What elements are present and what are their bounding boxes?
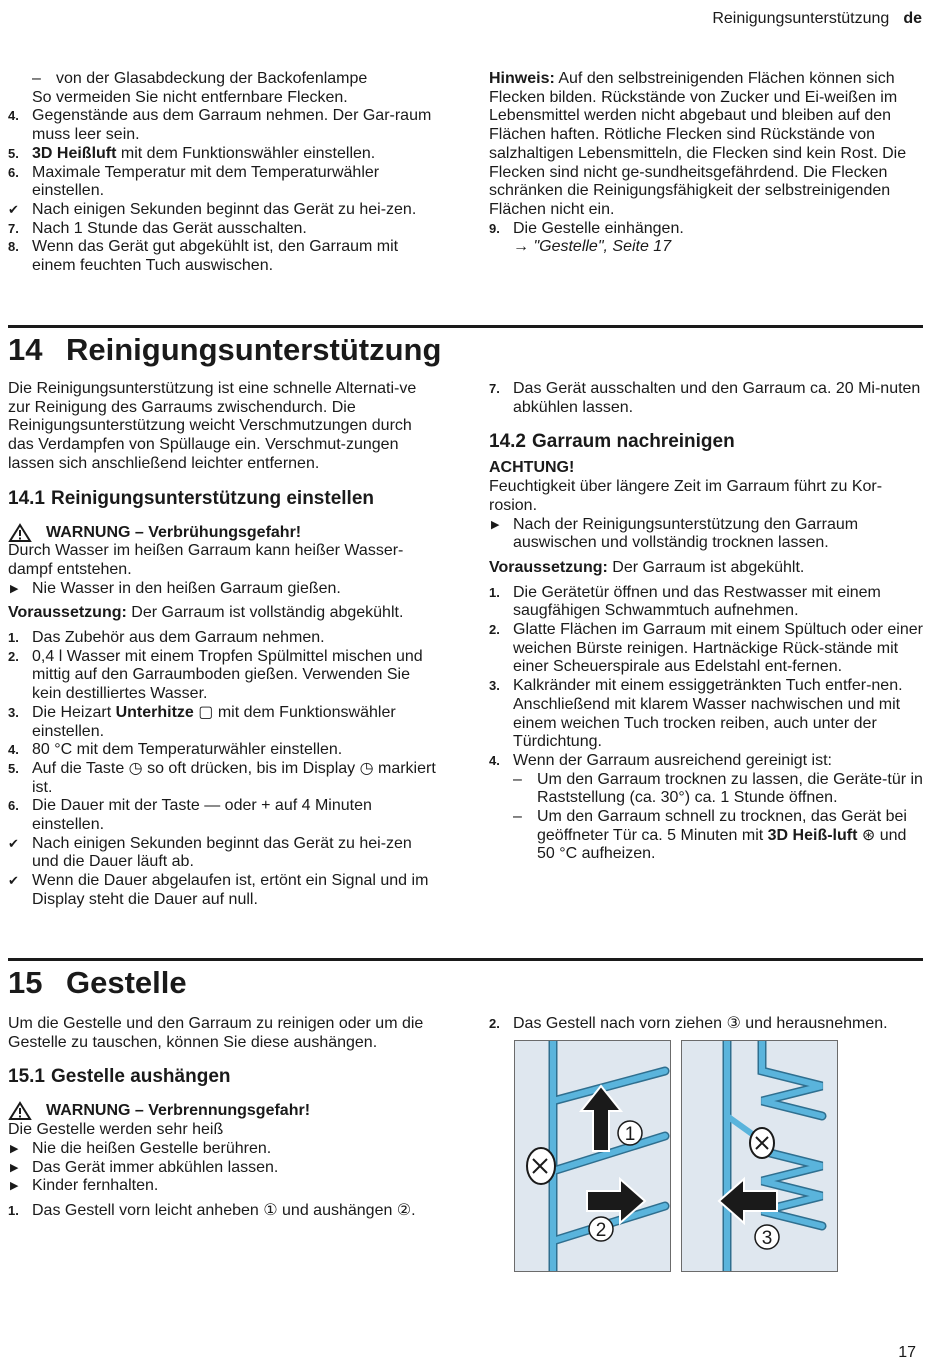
- step-3: 3. Die Heizart Unterhitze ▢ mit dem Funktionswähler einstellen.: [8, 703, 396, 740]
- step-4: 4. Wenn der Garraum ausreichend gereinigt ist:: [489, 751, 832, 769]
- section-15-1-title: 15.1 Gestelle aushängen: [8, 1066, 231, 1088]
- check-icon: ✔: [8, 873, 19, 889]
- caution-text: Feuchtigkeit über längere Zeit im Garraum führt zu Kor-rosion.: [489, 478, 883, 514]
- instruction-bullet: ▶ Nie Wasser in den heißen Garraum gießen.: [10, 579, 341, 597]
- section-14-title: 14 Reinigungsunterstützung: [8, 332, 442, 367]
- running-header: [712, 10, 922, 29]
- top-right-column: [489, 70, 925, 257]
- result-item: ✔ Wenn die Dauer abgelaufen ist, ertönt ein Signal und im Display steht die Dauer auf null.: [8, 872, 429, 908]
- step-1: 1. Das Gestell vorn leicht anheben ① und aushängen ②.: [8, 1201, 416, 1219]
- section-14-2-title: 14.2 Garraum nachreinigen: [489, 431, 735, 453]
- triangle-bullet-icon: ▶: [10, 1161, 19, 1174]
- section-15-left: [8, 1015, 440, 1221]
- result-item: ✔ Nach einigen Sekunden beginnt das Gerät zu hei-zen und die Dauer läuft ab.: [8, 834, 412, 871]
- instruction-bullet: ▶ Kinder fernhalten.: [10, 1177, 159, 1195]
- triangle-bullet-icon: ▶: [10, 1180, 19, 1193]
- section-14-1-title: 14.1 Reinigungsunterstützung einstellen: [8, 487, 374, 509]
- triangle-bullet-icon: ▶: [491, 518, 500, 531]
- figure-label: 3: [761, 1228, 773, 1249]
- figure-rack-pull-out: [681, 1040, 838, 1272]
- prerequisite: Voraussetzung: Der Garraum ist vollständig abgekühlt.: [8, 604, 404, 622]
- section-rule: [8, 958, 923, 961]
- step-4: 4. 80 °C mit dem Temperaturwähler einstellen.: [8, 741, 343, 759]
- step-9: 9. Die Gestelle einhängen.: [489, 219, 684, 237]
- instruction-bullet: ▶ Nach der Reinigungsunterstützung den Garraum auswischen und vollständig trocknen lassen.: [491, 515, 859, 552]
- section-14-left: [8, 380, 440, 910]
- page-number: 17: [898, 1344, 916, 1362]
- check-icon: ✔: [8, 201, 19, 217]
- step-2: 2. Glatte Flächen im Garraum mit einem Spültuch oder einer weichen Bürste reinigen. Hartnäckige Rück-stände mit einer Scheuerspirale aus Edelstahl ent-fernen.: [489, 621, 923, 676]
- triangle-bullet-icon: ▶: [10, 1142, 19, 1155]
- step-6: 6. Die Dauer mit der Taste — oder + auf 4 Minuten einstellen.: [8, 797, 372, 834]
- step-5: 5. 3D Heißluft mit dem Funktionswähler einstellen.: [8, 144, 376, 162]
- step-2: 2. Das Gestell nach vorn ziehen ③ und herausnehmen.: [489, 1015, 888, 1032]
- triangle-bullet-icon: ▶: [10, 582, 19, 595]
- bottom-heat-icon: ▢: [193, 703, 214, 721]
- sub-item: – Um den Garraum trocknen zu lassen, die Geräte-tür in Raststellung (ca. 30°) ca. 1 Stunde öffnen.: [513, 770, 923, 807]
- check-icon: ✔: [8, 835, 19, 851]
- section-15-intro: Um die Gestelle und den Garraum zu reinigen oder um die Gestelle zu tauschen, können Sie diese aushängen.: [8, 1015, 424, 1051]
- result-item: ✔ Nach einigen Sekunden beginnt das Gerät zu hei-zen.: [8, 200, 417, 218]
- warning-heading: WARNUNG – Verbrennungsgefahr!: [8, 1102, 440, 1121]
- figure-label: 2: [595, 1220, 607, 1241]
- section-rule: [8, 325, 923, 328]
- section-14-intro: Die Reinigungsunterstützung ist eine schnelle Alternati-ve zur Reinigung des Garraums zwischendurch. Die Reinigungsunterstützung weicht Verschmutzungen durch das Verdampfen von Spüllauge ein. Verschmut-zungen lassen sich anschließend leichter entfernen.: [8, 380, 417, 472]
- warning-text: Die Gestelle werden sehr heiß: [8, 1121, 224, 1139]
- list-item: – von der Glasabdeckung der Backofenlampe: [32, 70, 368, 87]
- cross-reference-link[interactable]: → "Gestelle", Seite 17: [513, 238, 672, 256]
- sub-item: – Um den Garraum schnell zu trocknen, das Gerät bei geöffneter Tür ca. 5 Minuten mit 3D Heiß-luft ⊛ und 50 °C aufheizen.: [513, 808, 907, 863]
- warning-heading: WARNUNG – Verbrühungsgefahr!: [8, 524, 440, 543]
- figure-rack-unhook: [514, 1040, 671, 1272]
- section-14-right: [489, 380, 925, 864]
- warning-text: Durch Wasser im heißen Garraum kann heißer Wasser-dampf entstehen.: [8, 542, 404, 578]
- figure-label: 1: [624, 1124, 636, 1145]
- step-8: 8. Wenn das Gerät gut abgekühlt ist, den Garraum mit einem feuchten Tuch auswischen.: [8, 238, 399, 275]
- step-2: 2. 0,4 l Wasser mit einem Tropfen Spülmittel mischen und mittig auf den Garraumboden gießen. Verwenden Sie kein destilliertes Wasser.: [8, 647, 423, 703]
- instruction-bullet: ▶ Das Gerät immer abkühlen lassen.: [10, 1158, 279, 1176]
- header-lang: de: [903, 10, 922, 27]
- warning-icon: [8, 1101, 32, 1127]
- step-3: 3. Kalkränder mit einem essiggetränkten Tuch entfer-nen. Anschließend mit klarem Wasser nachwischen und mit einem weichen Tuch trocken reiben, auch unter der Türdichtung.: [489, 677, 903, 751]
- step-1: 1. Die Gerätetür öffnen und das Restwasser mit einem saugfähigen Schwammtuch aufnehmen.: [489, 583, 881, 620]
- hint-paragraph: Hinweis: Auf den selbstreinigenden Flächen können sich Flecken bilden. Rückstände von Zucker und Ei-weißen im Lebensmittel werden nicht abgebaut und bleiben auf den Flächen haften. Rötliche Flecken sind Rückstände von salzhaltigen Lebensmitteln, die Flecken sind kein Rost. Die Flecken sind nicht ge-sundheitsgefährdend. Die Flecken schränken die Reinigungsfähigkeit der selbstreinigenden Flächen nicht ein.: [489, 70, 907, 218]
- instruction-bullet: ▶ Nie die heißen Gestelle berühren.: [10, 1139, 272, 1157]
- step-7: 7. Nach 1 Stunde das Gerät ausschalten.: [8, 219, 307, 237]
- step-5: 5. Auf die Taste ◷ so oft drücken, bis im Display ◷ markiert ist.: [8, 759, 436, 796]
- step-6: 6. Maximale Temperatur mit dem Temperaturwähler einstellen.: [8, 163, 380, 200]
- prerequisite: Voraussetzung: Der Garraum ist abgekühlt.: [489, 558, 805, 576]
- caution-heading: ACHTUNG!: [489, 459, 575, 477]
- top-left-column: [8, 70, 440, 276]
- warning-icon: [8, 523, 32, 549]
- step-1: 1. Das Zubehör aus dem Garraum nehmen.: [8, 629, 325, 647]
- step-7: 7. Das Gerät ausschalten und den Garraum ca. 20 Mi-nuten abkühlen lassen.: [489, 380, 921, 416]
- header-section: Reinigungsunterstützung: [712, 10, 890, 27]
- section-15-right: [489, 1015, 925, 1034]
- step-4: 4. Gegenstände aus dem Garraum nehmen. Der Gar-raum muss leer sein.: [8, 107, 432, 144]
- list-item: So vermeiden Sie nicht entfernbare Flecken.: [32, 88, 348, 106]
- section-15-title: 15 Gestelle: [8, 965, 187, 1000]
